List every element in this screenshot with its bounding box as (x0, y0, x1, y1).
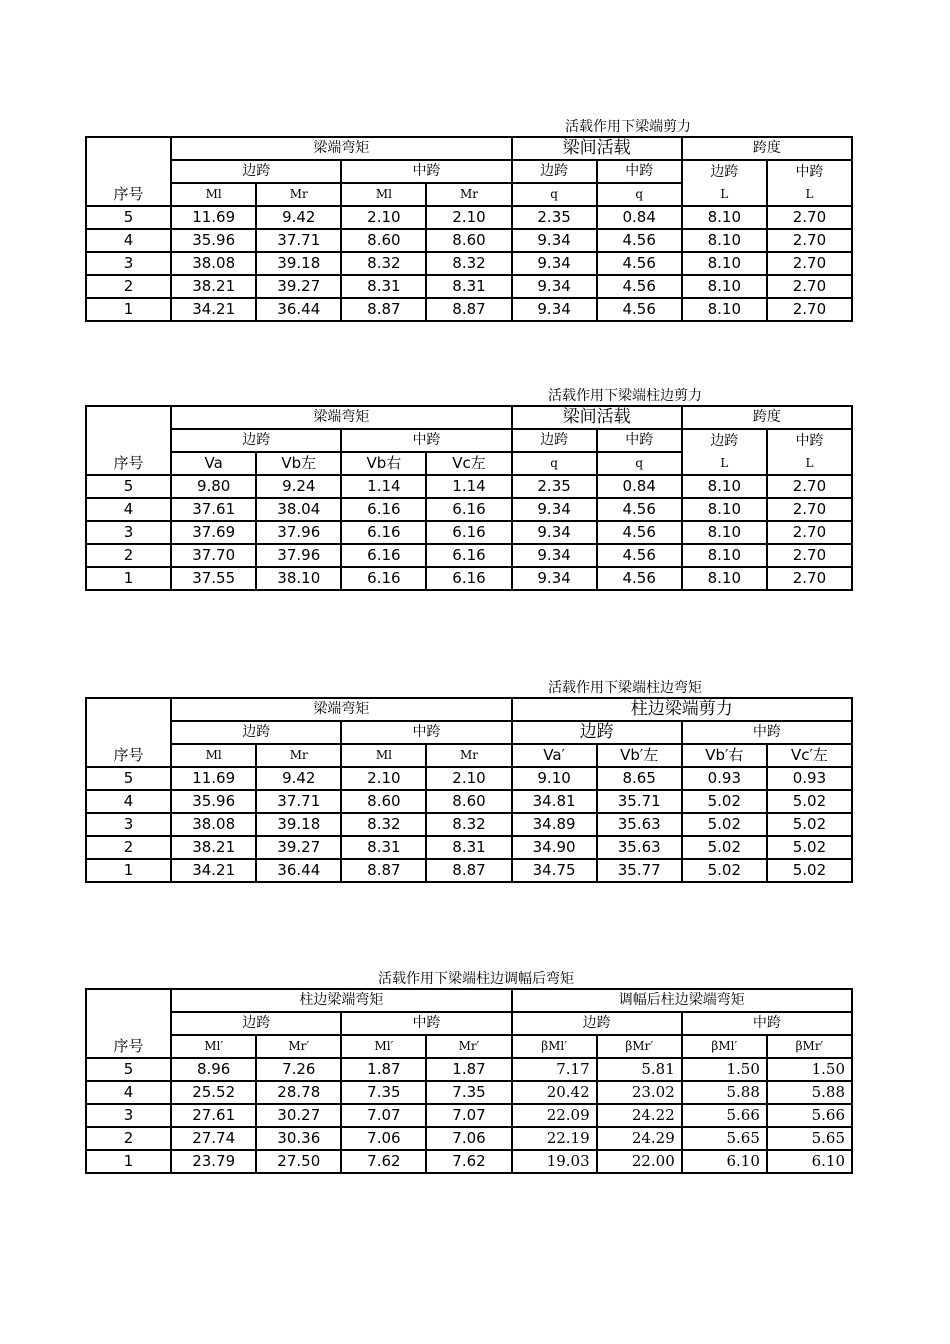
cell: 4.56 (597, 252, 682, 275)
cell: 30.27 (256, 1104, 341, 1127)
column-header: βMr′ (767, 1035, 852, 1058)
column-header: L (767, 452, 852, 475)
table-row (86, 1150, 852, 1173)
cell: 27.74 (171, 1127, 256, 1150)
cell: 34.81 (512, 790, 597, 813)
cell: 5.66 (767, 1104, 852, 1127)
table-row (86, 275, 852, 298)
cell: 38.21 (171, 836, 256, 859)
cell: 5.02 (682, 859, 767, 882)
span-header: 边跨 (171, 721, 341, 744)
column-header: Mr (256, 183, 341, 206)
cell: 8.10 (682, 298, 767, 321)
table3-title: 活载作用下梁端柱边弯矩 (548, 680, 702, 696)
column-header: βMl′ (682, 1035, 767, 1058)
cell: 4 (86, 790, 171, 813)
cell: 5.88 (682, 1081, 767, 1104)
cell: 9.42 (256, 206, 341, 229)
cell: 5.02 (767, 836, 852, 859)
span-header: 边跨 (512, 160, 597, 183)
cell: 28.78 (256, 1081, 341, 1104)
column-header: q (512, 183, 597, 206)
group-header: 梁间活载 (512, 137, 682, 160)
cell: 35.63 (597, 813, 682, 836)
cell: 5.65 (682, 1127, 767, 1150)
cell: 37.96 (256, 521, 341, 544)
table1-title: 活载作用下梁端剪力 (565, 119, 691, 135)
cell: 6.16 (426, 567, 511, 590)
cell: 37.70 (171, 544, 256, 567)
cell: 2.70 (767, 252, 852, 275)
table-row (86, 229, 852, 252)
cell: 6.16 (341, 521, 426, 544)
index-header: 序号 (86, 406, 171, 475)
cell: 5 (86, 475, 171, 498)
cell: 8.87 (341, 859, 426, 882)
cell: 2 (86, 1127, 171, 1150)
group-header: 柱边梁端剪力 (512, 698, 852, 721)
cell: 34.75 (512, 859, 597, 882)
cell: 2.70 (767, 206, 852, 229)
cell: 8.31 (341, 275, 426, 298)
column-header: Va (171, 452, 256, 475)
cell: 4.56 (597, 275, 682, 298)
cell: 7.35 (426, 1081, 511, 1104)
cell: 0.84 (597, 475, 682, 498)
cell: 34.90 (512, 836, 597, 859)
cell: 2.70 (767, 298, 852, 321)
table-row (86, 498, 852, 521)
span-header: 中跨 (341, 1012, 511, 1035)
column-header: Ml (341, 183, 426, 206)
group-header: 调幅后柱边梁端弯矩 (512, 989, 852, 1012)
cell: 1 (86, 1150, 171, 1173)
index-header: 序号 (86, 137, 171, 206)
cell: 8.32 (426, 813, 511, 836)
cell: 9.34 (512, 275, 597, 298)
cell: 1 (86, 859, 171, 882)
cell: 7.07 (426, 1104, 511, 1127)
cell: 8.10 (682, 275, 767, 298)
cell: 7.62 (426, 1150, 511, 1173)
cell: 37.71 (256, 229, 341, 252)
group-header: 跨度 (682, 137, 852, 160)
cell: 11.69 (171, 206, 256, 229)
column-header: Ml′ (341, 1035, 426, 1058)
cell: 3 (86, 252, 171, 275)
cell: 0.84 (597, 206, 682, 229)
table-row (86, 521, 852, 544)
column-header: q (597, 183, 682, 206)
column-header: Vc左 (426, 452, 511, 475)
cell: 8.60 (426, 790, 511, 813)
cell: 8.31 (341, 836, 426, 859)
cell: 8.96 (171, 1058, 256, 1081)
group-header: 梁端弯矩 (171, 698, 511, 721)
cell: 4.56 (597, 498, 682, 521)
cell: 2.70 (767, 544, 852, 567)
cell: 3 (86, 521, 171, 544)
cell: 38.08 (171, 813, 256, 836)
cell: 9.34 (512, 298, 597, 321)
cell: 2 (86, 836, 171, 859)
cell: 0.93 (767, 767, 852, 790)
cell: 2.70 (767, 229, 852, 252)
table-row (86, 1127, 852, 1150)
table-row (86, 813, 852, 836)
table-row (86, 475, 852, 498)
cell: 37.96 (256, 544, 341, 567)
cell: 39.27 (256, 836, 341, 859)
cell: 37.55 (171, 567, 256, 590)
cell: 4 (86, 229, 171, 252)
cell: 9.34 (512, 567, 597, 590)
index-header: 序号 (86, 698, 171, 767)
cell: 8.32 (341, 252, 426, 275)
column-header: βMr′ (597, 1035, 682, 1058)
cell: 7.06 (341, 1127, 426, 1150)
cell: 19.03 (512, 1150, 597, 1173)
column-header: q (512, 452, 597, 475)
span-header: 中跨 (341, 160, 511, 183)
cell: 8.10 (682, 229, 767, 252)
cell: 5.81 (597, 1058, 682, 1081)
group-header: 梁端弯矩 (171, 406, 511, 429)
cell: 27.61 (171, 1104, 256, 1127)
cell: 7.26 (256, 1058, 341, 1081)
column-header: Vb′右 (682, 744, 767, 767)
table-row (86, 836, 852, 859)
cell: 4 (86, 498, 171, 521)
cell: 36.44 (256, 859, 341, 882)
column-header: Vb左 (256, 452, 341, 475)
cell: 8.32 (341, 813, 426, 836)
column-header: Mr′ (256, 1035, 341, 1058)
cell: 27.50 (256, 1150, 341, 1173)
cell: 8.60 (341, 229, 426, 252)
cell: 8.60 (426, 229, 511, 252)
cell: 6.16 (426, 521, 511, 544)
span-header: 中跨 (341, 429, 511, 452)
table-row (86, 206, 852, 229)
cell: 5.02 (682, 813, 767, 836)
column-header: L (682, 183, 767, 206)
span-header: 边跨 (512, 721, 682, 744)
cell: 24.22 (597, 1104, 682, 1127)
table1 (85, 136, 853, 322)
table2 (85, 405, 853, 591)
cell: 2.10 (426, 767, 511, 790)
cell: 2.70 (767, 275, 852, 298)
table-row (86, 1081, 852, 1104)
cell: 39.27 (256, 275, 341, 298)
cell: 39.18 (256, 252, 341, 275)
cell: 34.21 (171, 859, 256, 882)
table2-title: 活载作用下梁端柱边剪力 (548, 388, 702, 404)
span-header: 边跨 (512, 429, 597, 452)
cell: 4.56 (597, 298, 682, 321)
cell: 37.69 (171, 521, 256, 544)
cell: 7.17 (512, 1058, 597, 1081)
table-row (86, 1104, 852, 1127)
table-row (86, 298, 852, 321)
group-header: 跨度 (682, 406, 852, 429)
cell: 2.10 (426, 206, 511, 229)
cell: 5 (86, 206, 171, 229)
cell: 23.02 (597, 1081, 682, 1104)
cell: 22.09 (512, 1104, 597, 1127)
group-header: 梁间活载 (512, 406, 682, 429)
column-header: Va′ (512, 744, 597, 767)
cell: 38.08 (171, 252, 256, 275)
cell: 37.61 (171, 498, 256, 521)
index-header: 序号 (86, 989, 171, 1058)
column-header: Mr (426, 744, 511, 767)
cell: 0.93 (682, 767, 767, 790)
cell: 5.02 (767, 859, 852, 882)
cell: 9.42 (256, 767, 341, 790)
span-header: 中跨 (597, 429, 682, 452)
cell: 1.50 (767, 1058, 852, 1081)
cell: 8.10 (682, 498, 767, 521)
cell: 5 (86, 1058, 171, 1081)
cell: 1.14 (341, 475, 426, 498)
cell: 2.35 (512, 475, 597, 498)
span-header: 边跨 (512, 1012, 682, 1035)
cell: 4.56 (597, 521, 682, 544)
cell: 8.10 (682, 544, 767, 567)
cell: 5.02 (682, 836, 767, 859)
cell: 2.10 (341, 206, 426, 229)
cell: 1 (86, 567, 171, 590)
cell: 35.96 (171, 229, 256, 252)
cell: 2.70 (767, 498, 852, 521)
table4-title: 活载作用下梁端柱边调幅后弯矩 (378, 971, 574, 987)
cell: 35.96 (171, 790, 256, 813)
cell: 1.50 (682, 1058, 767, 1081)
span-header: 中跨 (767, 160, 852, 183)
cell: 39.18 (256, 813, 341, 836)
cell: 6.16 (341, 567, 426, 590)
table3 (85, 697, 853, 883)
cell: 5.66 (682, 1104, 767, 1127)
cell: 2.70 (767, 475, 852, 498)
table-row (86, 544, 852, 567)
cell: 2.35 (512, 206, 597, 229)
span-header: 中跨 (682, 1012, 852, 1035)
cell: 1.14 (426, 475, 511, 498)
cell: 1 (86, 298, 171, 321)
cell: 4 (86, 1081, 171, 1104)
cell: 35.63 (597, 836, 682, 859)
cell: 4.56 (597, 229, 682, 252)
span-header: 边跨 (171, 429, 341, 452)
cell: 36.44 (256, 298, 341, 321)
cell: 8.65 (597, 767, 682, 790)
cell: 5.02 (767, 790, 852, 813)
cell: 23.79 (171, 1150, 256, 1173)
cell: 9.34 (512, 544, 597, 567)
column-header: Vb′左 (597, 744, 682, 767)
column-header: Mr (256, 744, 341, 767)
span-header: 边跨 (171, 160, 341, 183)
cell: 9.80 (171, 475, 256, 498)
cell: 8.32 (426, 252, 511, 275)
cell: 7.35 (341, 1081, 426, 1104)
cell: 9.10 (512, 767, 597, 790)
cell: 9.34 (512, 229, 597, 252)
table-row (86, 859, 852, 882)
cell: 8.60 (341, 790, 426, 813)
cell: 8.87 (426, 298, 511, 321)
span-header: 中跨 (341, 721, 511, 744)
cell: 9.34 (512, 521, 597, 544)
cell: 5.02 (767, 813, 852, 836)
cell: 3 (86, 1104, 171, 1127)
cell: 5.88 (767, 1081, 852, 1104)
cell: 8.10 (682, 252, 767, 275)
table-row (86, 790, 852, 813)
cell: 24.29 (597, 1127, 682, 1150)
cell: 6.16 (341, 498, 426, 521)
cell: 2.70 (767, 567, 852, 590)
cell: 5 (86, 767, 171, 790)
cell: 35.77 (597, 859, 682, 882)
cell: 35.71 (597, 790, 682, 813)
cell: 38.21 (171, 275, 256, 298)
cell: 11.69 (171, 767, 256, 790)
table-row (86, 252, 852, 275)
column-header: L (767, 183, 852, 206)
cell: 37.71 (256, 790, 341, 813)
column-header: Ml (171, 744, 256, 767)
cell: 8.87 (341, 298, 426, 321)
column-header: Vb右 (341, 452, 426, 475)
cell: 22.19 (512, 1127, 597, 1150)
cell: 34.89 (512, 813, 597, 836)
span-header: 中跨 (767, 429, 852, 452)
cell: 9.34 (512, 498, 597, 521)
cell: 2.70 (767, 521, 852, 544)
cell: 5.02 (682, 790, 767, 813)
cell: 8.31 (426, 836, 511, 859)
column-header: Ml (171, 183, 256, 206)
column-header: Mr′ (426, 1035, 511, 1058)
span-header: 边跨 (171, 1012, 341, 1035)
column-header: βMl′ (512, 1035, 597, 1058)
cell: 1.87 (426, 1058, 511, 1081)
cell: 6.10 (682, 1150, 767, 1173)
cell: 2 (86, 544, 171, 567)
table4 (85, 988, 853, 1174)
cell: 4.56 (597, 567, 682, 590)
cell: 34.21 (171, 298, 256, 321)
span-header: 中跨 (682, 721, 852, 744)
cell: 25.52 (171, 1081, 256, 1104)
cell: 8.87 (426, 859, 511, 882)
cell: 20.42 (512, 1081, 597, 1104)
cell: 38.04 (256, 498, 341, 521)
cell: 2 (86, 275, 171, 298)
group-header: 柱边梁端弯矩 (171, 989, 511, 1012)
cell: 8.10 (682, 521, 767, 544)
cell: 30.36 (256, 1127, 341, 1150)
span-header: 边跨 (682, 160, 767, 183)
column-header: Ml′ (171, 1035, 256, 1058)
cell: 6.16 (426, 498, 511, 521)
cell: 8.31 (426, 275, 511, 298)
cell: 1.87 (341, 1058, 426, 1081)
cell: 7.07 (341, 1104, 426, 1127)
column-header: Mr (426, 183, 511, 206)
cell: 8.10 (682, 567, 767, 590)
column-header: L (682, 452, 767, 475)
cell: 38.10 (256, 567, 341, 590)
cell: 7.06 (426, 1127, 511, 1150)
span-header: 中跨 (597, 160, 682, 183)
cell: 8.10 (682, 475, 767, 498)
cell: 6.16 (426, 544, 511, 567)
cell: 6.16 (341, 544, 426, 567)
cell: 6.10 (767, 1150, 852, 1173)
column-header: Vc′左 (767, 744, 852, 767)
cell: 3 (86, 813, 171, 836)
cell: 22.00 (597, 1150, 682, 1173)
group-header: 梁端弯矩 (171, 137, 511, 160)
table-row (86, 567, 852, 590)
table-row (86, 1058, 852, 1081)
cell: 7.62 (341, 1150, 426, 1173)
cell: 5.65 (767, 1127, 852, 1150)
cell: 2.10 (341, 767, 426, 790)
column-header: Ml (341, 744, 426, 767)
cell: 9.34 (512, 252, 597, 275)
span-header: 边跨 (682, 429, 767, 452)
table-row (86, 767, 852, 790)
cell: 8.10 (682, 206, 767, 229)
column-header: q (597, 452, 682, 475)
cell: 4.56 (597, 544, 682, 567)
cell: 9.24 (256, 475, 341, 498)
